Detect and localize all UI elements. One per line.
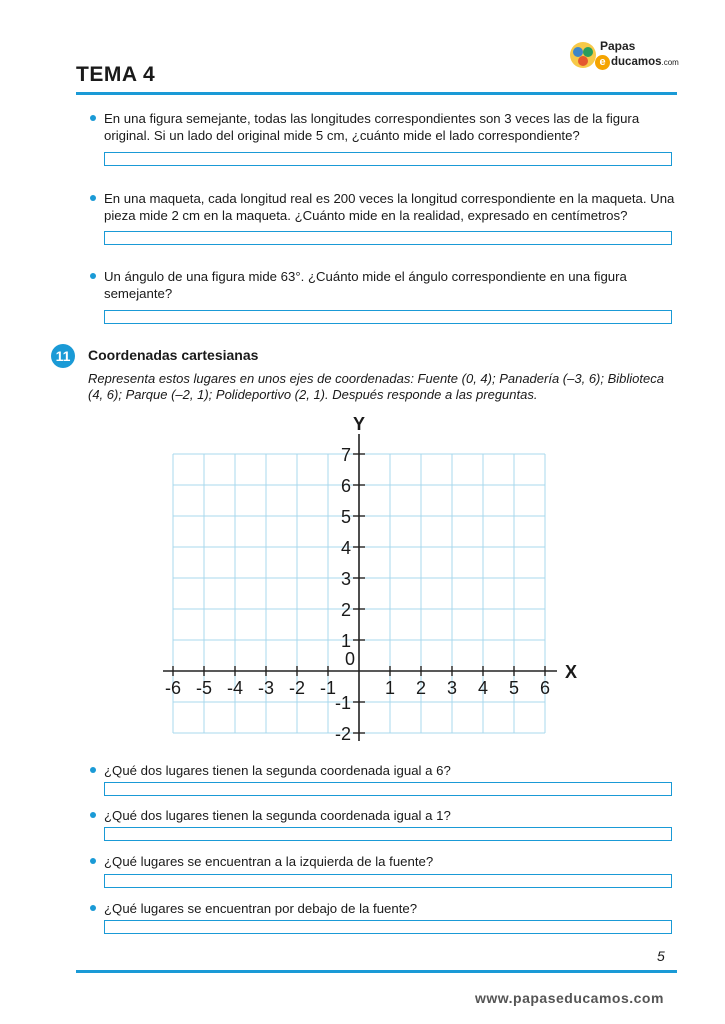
- y-tick-label: 2: [340, 600, 351, 620]
- y-axis-label: Y: [352, 415, 366, 434]
- y-tick-label: 7: [340, 445, 351, 465]
- y-tick-label: -2: [334, 724, 351, 744]
- papaseducamos-logo: [568, 38, 678, 72]
- x-tick-label: 4: [477, 678, 489, 698]
- page-number: 5: [657, 948, 665, 964]
- question-text: ¿Qué lugares se encuentran por debajo de la fuente?: [104, 901, 418, 916]
- bullet-icon: [90, 115, 96, 121]
- x-tick-label: 1: [384, 678, 396, 698]
- bullet-icon: [90, 767, 96, 773]
- origin-label: 0: [344, 649, 355, 669]
- bullet-icon: [90, 905, 96, 911]
- question-text: En una figura semejante, todas las longitudes correspondientes son 3 veces las de la figura original. Si un lado del original mide 5 cm, ¿cuánto mide el lado correspondiente?: [104, 111, 640, 143]
- x-tick-label: -5: [195, 678, 213, 698]
- section-number-badge: 11: [51, 344, 75, 368]
- answer-field[interactable]: [104, 827, 672, 841]
- x-axis-label: X: [565, 662, 578, 682]
- x-tick-label: 2: [415, 678, 427, 698]
- question-text: ¿Qué dos lugares tienen la segunda coordenada igual a 1?: [104, 808, 451, 823]
- answer-field[interactable]: [104, 152, 672, 166]
- answer-field[interactable]: [104, 310, 672, 324]
- question-text: ¿Qué lugares se encuentran a la izquierda de la fuente?: [104, 854, 434, 869]
- logo-text-papas: Papas: [600, 39, 636, 53]
- y-tick-label: 3: [340, 569, 351, 589]
- header-rule: [76, 92, 677, 95]
- x-tick-label: -4: [226, 678, 244, 698]
- x-tick-label: 5: [508, 678, 520, 698]
- logo-text-educamos: ducamos.com: [611, 56, 679, 68]
- section-title: Coordenadas cartesianas: [88, 347, 259, 363]
- answer-field[interactable]: [104, 782, 672, 796]
- y-tick-label: -1: [334, 693, 351, 713]
- question-text: Un ángulo de una figura mide 63°. ¿Cuánto mide el ángulo correspondiente en una figura semejante?: [104, 269, 627, 301]
- family-logo-icon: [568, 40, 598, 70]
- y-tick-label: 6: [340, 476, 351, 496]
- answer-field[interactable]: [104, 920, 672, 934]
- bullet-icon: [90, 195, 96, 201]
- y-tick-label: 1: [340, 631, 351, 651]
- question-text: En una maqueta, cada longitud real es 200 veces la longitud correspondiente en la maqueta. Una pieza mide 2 cm en la maqueta. ¿Cuánto mide en la realidad, expresado en centímetros?: [104, 191, 675, 223]
- cartesian-plane[interactable]: [150, 415, 590, 745]
- x-tick-label: 3: [446, 678, 458, 698]
- x-tick-label: 6: [539, 678, 551, 698]
- bullet-icon: [90, 812, 96, 818]
- footer-rule: [76, 970, 677, 973]
- footer-url[interactable]: www.papaseducamos.com: [475, 990, 664, 1006]
- y-tick-label: 5: [340, 507, 351, 527]
- section-instructions: Representa estos lugares en unos ejes de coordenadas: Fuente (0, 4); Panadería (–3, 6); Biblioteca (4, 6); Parque (–2, 1); Polideportivo (2, 1). Después responde a las preguntas.: [88, 371, 664, 402]
- y-tick-label: 4: [340, 538, 351, 558]
- bullet-icon: [90, 858, 96, 864]
- x-tick-label: -6: [164, 678, 182, 698]
- x-tick-label: -3: [257, 678, 275, 698]
- logo-e-badge: e: [595, 55, 610, 70]
- answer-field[interactable]: [104, 231, 672, 245]
- x-tick-label: -2: [288, 678, 306, 698]
- question-text: ¿Qué dos lugares tienen la segunda coordenada igual a 6?: [104, 763, 451, 778]
- bullet-icon: [90, 273, 96, 279]
- x-tick-label: -1: [319, 678, 337, 698]
- page-title: TEMA 4: [76, 63, 156, 86]
- answer-field[interactable]: [104, 874, 672, 888]
